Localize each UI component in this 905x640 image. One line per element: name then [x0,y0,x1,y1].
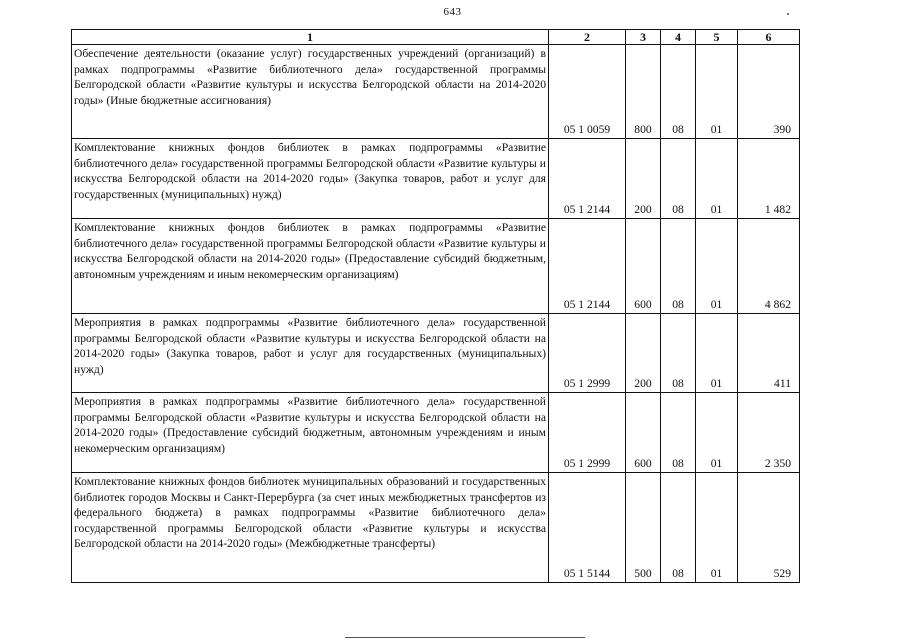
row-description: Комплектование книжных фондов библиотек в рамках подпрограммы «Развитие библиотечного дела» государственной программы Белгородской области «Развитие культуры и искусства Белгородской области на 2014-2020 годы» (Закупка товаров, работ и услуг для государственных (муниципальных) нужд) [72,139,549,219]
row-subsection: 01 [696,219,738,314]
row-code: 05 1 2144 [549,139,626,219]
table-row [72,139,800,219]
column-header-type: 3 [626,30,661,45]
row-description: Обеспечение деятельности (оказание услуг) государственных учреждений (организаций) в рамках подпрограммы «Развитие библиотечного дела» государственной программы Белгородской области «Развитие культуры и искусства Белгородской области на 2014-2020 годы» (Иные бюджетные ассигнования) [72,45,549,139]
row-type: 500 [626,473,661,583]
scan-speck [787,13,789,15]
table-row [72,314,800,393]
table-row [72,393,800,473]
row-subsection: 01 [696,139,738,219]
table-header-row [72,30,800,45]
row-section: 08 [661,139,696,219]
row-type: 200 [626,139,661,219]
row-code: 05 1 2144 [549,219,626,314]
row-subsection: 01 [696,314,738,393]
row-description: Комплектование книжных фондов библиотек в рамках подпрограммы «Развитие библиотечного дела» государственной программы Белгородской области «Развитие культуры и искусства Белгородской области на 2014-2020 годы» (Предоставление субсидий бюджетным, автономным учреждениям и иным некомерческим организациям) [72,219,549,314]
table-row [72,219,800,314]
table-row [72,473,800,583]
row-type: 200 [626,314,661,393]
row-subsection: 01 [696,473,738,583]
column-header-subsection: 5 [696,30,738,45]
row-section: 08 [661,393,696,473]
row-amount: 2 350 [738,393,800,473]
row-description: Мероприятия в рамках подпрограммы «Развитие библиотечного дела» государственной программы Белгородской области «Развитие культуры и искусства Белгородской области на 2014-2020 годы» (Закупка товаров, работ и услуг для государственных (муниципальных) нужд) [72,314,549,393]
row-code: 05 1 2999 [549,393,626,473]
row-amount: 1 482 [738,139,800,219]
row-amount: 390 [738,45,800,139]
column-header-section: 4 [661,30,696,45]
row-amount: 411 [738,314,800,393]
row-type: 800 [626,45,661,139]
row-type: 600 [626,393,661,473]
row-type: 600 [626,219,661,314]
row-section: 08 [661,219,696,314]
table-row [72,45,800,139]
row-section: 08 [661,473,696,583]
row-code: 05 1 5144 [549,473,626,583]
row-amount: 4 862 [738,219,800,314]
row-description: Комплектование книжных фондов библиотек муниципальных образований и государственных библиотек городов Москвы и Санкт-Перербурга (за счет иных межбюджетных трансфертов из федерального бюджета) в рамках подпрограммы «Развитие библиотечного дела» государственной программы Белгородской области «Развитие культуры и искусства Белгородской области на 2014-2020 годы» (Межбюджетные трансферты) [72,473,549,583]
column-header-description: 1 [72,30,549,45]
row-subsection: 01 [696,45,738,139]
row-code: 05 1 2999 [549,314,626,393]
row-code: 05 1 0059 [549,45,626,139]
row-amount: 529 [738,473,800,583]
column-header-code: 2 [549,30,626,45]
page-number: 643 [443,6,462,18]
row-subsection: 01 [696,393,738,473]
row-section: 08 [661,45,696,139]
row-description: Мероприятия в рамках подпрограммы «Развитие библиотечного дела» государственной программы Белгородской области «Развитие культуры и искусства Белгородской области на 2014-2020 годы» (Предоставление субсидий бюджетным, автономным учреждениям и иным некомерческим организациям) [72,393,549,473]
budget-table [71,29,800,583]
row-section: 08 [661,314,696,393]
footer-rule [345,637,585,638]
column-header-amount: 6 [738,30,800,45]
